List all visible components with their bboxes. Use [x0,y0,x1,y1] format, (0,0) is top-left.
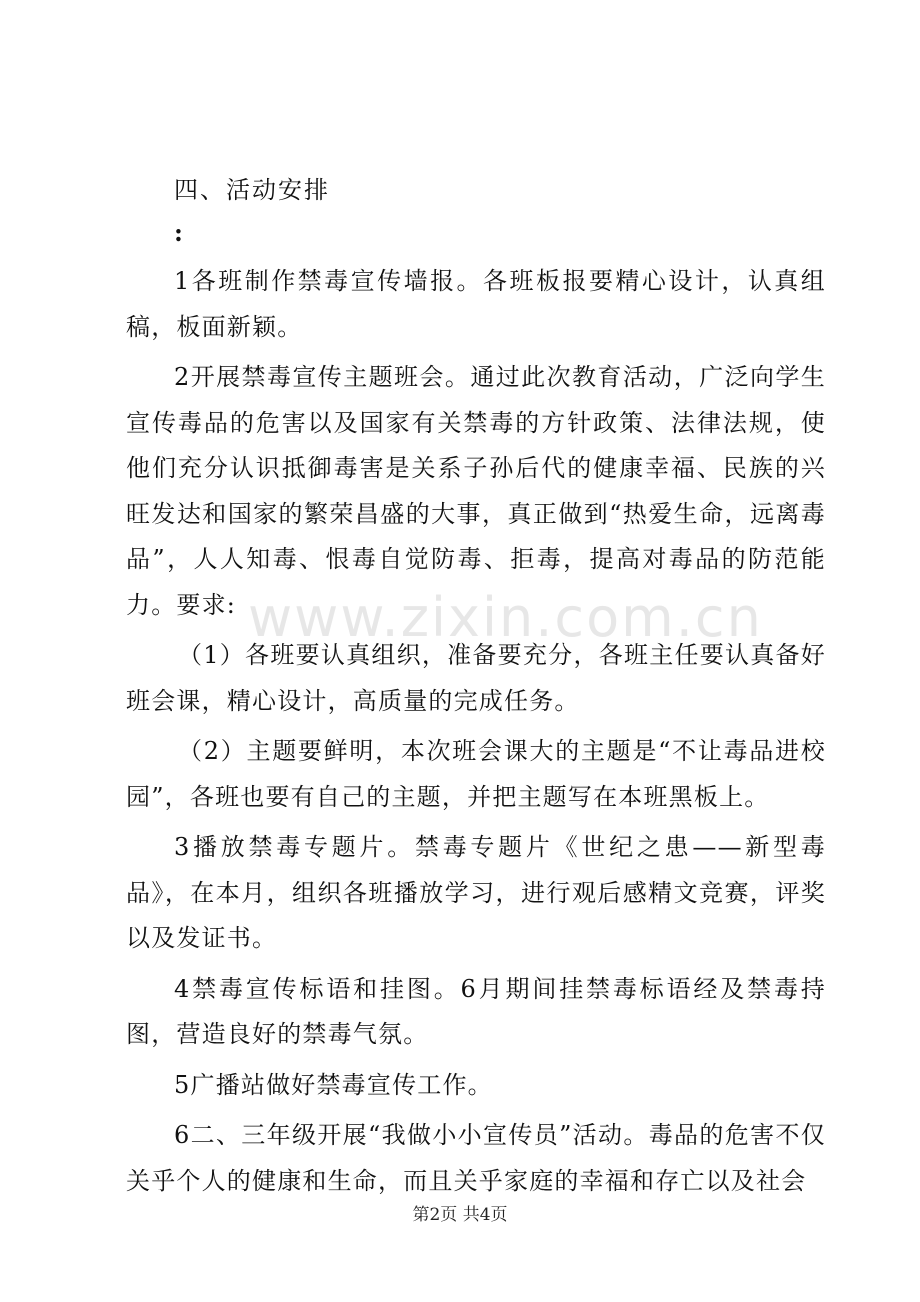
page-footer: 第2页 共4页 [412,1205,508,1225]
paragraph-4: 4禁毒宣传标语和挂图。6月期间挂禁毒标语经及禁毒持图，营造良好的禁毒气氛。 [126,974,826,1048]
section-heading: 四、活动安排 [174,176,330,204]
paragraph-5: 5广播站做好禁毒宣传工作。 [174,1070,493,1099]
paragraph-3: 3播放禁毒专题片。禁毒专题片《世纪之患——新型毒品》，在本月，组织各班播放学习，进行观后感精文竞赛，评奖以及发证书。 [126,833,826,952]
paragraph-1: 1各班制作禁毒宣传墙报。各班板报要精心设计，认真组稿，板面新颖。 [126,267,826,341]
paragraph-6: 6二、三年级开展“我做小小宣传员”活动。毒品的危害不仅关乎个人的健康和生命，而且关乎家庭的幸福和存亡以及社会 [126,1121,826,1195]
document-body [126,168,826,1209]
heading-colon: : [174,218,183,247]
watermark: www.zixin.com.cn [248,586,763,649]
paragraph-2-requirement-1: （1）各班要认真组织，准备要充分，各班主任要认真备好班会课，精心设计，高质量的完成任务。 [126,641,826,715]
paragraph-2: 2开展禁毒宣传主题班会。通过此次教育活动，广泛向学生宣传毒品的危害以及国家有关禁毒的方针政策、法律法规，使他们充分认识抵御毒害是关系子孙后代的健康幸福、民族的兴旺发达和国家的繁荣昌盛的大事，真正做到“热爱生命，远离毒品”，人人知毒、恨毒自觉防毒、拒毒，提高对毒品的防范能力。要求: [126,363,826,619]
paragraph-2-requirement-2: （2）主题要鲜明，本次班会课大的主题是“不让毒品进校园”，各班也要有自己的主题，并把主题写在本班黑板上。 [126,737,826,811]
